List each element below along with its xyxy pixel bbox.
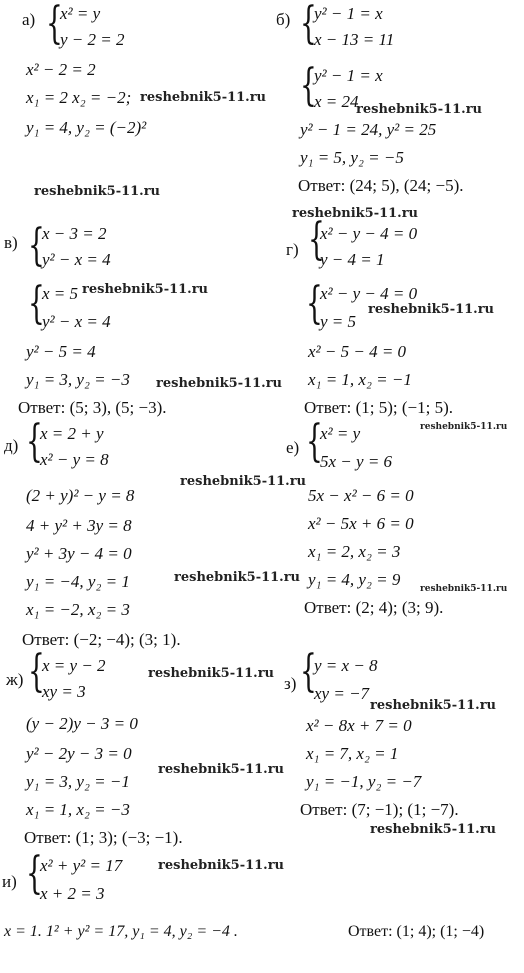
- watermark: reshebnik5-11.ru: [174, 570, 301, 585]
- system-brace: {: [300, 60, 317, 111]
- answer: Ответ: (1; 5); (−1; 5).: [304, 398, 453, 417]
- watermark: reshebnik5-11.ru: [180, 474, 307, 489]
- system-brace: {: [306, 416, 323, 467]
- system-eq-1: x² − y − 4 = 0: [320, 284, 418, 303]
- solution-line: y₁ = 3, y₂ = −1: [26, 772, 130, 791]
- system-brace: {: [28, 278, 45, 329]
- watermark: reshebnik5-11.ru: [356, 102, 483, 117]
- answer: Ответ: (7; −1); (1; −7).: [300, 800, 459, 819]
- solution-line: y² − 2y − 3 = 0: [26, 744, 132, 763]
- system-eq-2: 5x − y = 6: [320, 452, 393, 471]
- watermark: reshebnik5-11.ru: [158, 858, 285, 873]
- answer: Ответ: (1; 3); (−3; −1).: [24, 828, 183, 847]
- system-brace: {: [46, 0, 63, 49]
- solution-line: x₁ = 7, x₂ = 1: [306, 744, 399, 763]
- watermark: reshebnik5-11.ru: [370, 698, 497, 713]
- system-brace: {: [28, 646, 45, 697]
- solution-line: y₁ = −1, y₂ = −7: [306, 772, 422, 791]
- solution-line: 5x − x² − 6 = 0: [308, 486, 414, 505]
- problem-a-label: а): [22, 10, 36, 29]
- solution-line: x = 1. 1² + y² = 17, y₁ = 4, y₂ = −4 .: [4, 923, 238, 940]
- system-eq-2: x² − y = 8: [40, 450, 109, 469]
- solution-line: (y − 2)y − 3 = 0: [26, 714, 138, 733]
- solution-line: (2 + y)² − y = 8: [26, 486, 135, 505]
- watermark: reshebnik5-11.ru: [148, 666, 275, 681]
- watermark: reshebnik5-11.ru: [420, 584, 508, 594]
- solution-line: y₁ = −4, y₂ = 1: [26, 572, 130, 591]
- problem-g-label: г): [286, 240, 299, 259]
- system-brace: {: [28, 220, 45, 271]
- solution-line: x² − 5x + 6 = 0: [308, 514, 414, 533]
- solution-line: x₁ = 1, x₂ = −3: [26, 800, 130, 819]
- system-eq-2: xy = −7: [314, 684, 370, 703]
- system-eq-2: y − 2 = 2: [60, 30, 125, 49]
- system-brace: {: [26, 848, 43, 899]
- system-eq-1: x − 3 = 2: [42, 224, 107, 243]
- system-eq-1: y² − 1 = x: [314, 4, 383, 23]
- watermark: reshebnik5-11.ru: [420, 422, 508, 432]
- answer: Ответ: (24; 5), (24; −5).: [298, 176, 464, 195]
- solution-line: x₁ = −2, x₂ = 3: [26, 600, 130, 619]
- problem-b-label: б): [276, 10, 291, 29]
- system-eq-2: y − 4 = 1: [320, 250, 385, 269]
- solution-line: x² − 2 = 2: [26, 60, 96, 79]
- system-eq-1: x² − y − 4 = 0: [320, 224, 418, 243]
- solution-line: x² − 5 − 4 = 0: [308, 342, 407, 361]
- watermark: reshebnik5-11.ru: [158, 762, 285, 777]
- solution-line: x₁ = 2, x₂ = 3: [308, 542, 401, 561]
- answer: Ответ: (1; 4); (1; −4): [348, 923, 485, 940]
- solution-line: y² + 3y − 4 = 0: [26, 544, 132, 563]
- system-brace: {: [300, 646, 317, 697]
- system-brace: {: [306, 278, 323, 329]
- answer: Ответ: (−2; −4); (3; 1).: [22, 630, 181, 649]
- answer: Ответ: (5; 3), (5; −3).: [18, 398, 167, 417]
- solution-line: y₁ = 4, y₂ = 9: [308, 570, 401, 589]
- system-eq-2: x = 24: [314, 92, 359, 111]
- system-eq-1: x = y − 2: [42, 656, 106, 675]
- watermark: reshebnik5-11.ru: [140, 90, 267, 105]
- watermark: reshebnik5-11.ru: [82, 282, 209, 297]
- system-eq-1: x = 5: [42, 284, 79, 303]
- answer: Ответ: (2; 4); (3; 9).: [304, 598, 444, 617]
- problem-e-label: е): [286, 438, 300, 457]
- problem-zh-label: ж): [6, 670, 24, 689]
- solution-line: x² − 8x + 7 = 0: [306, 716, 412, 735]
- problem-i-label: и): [2, 872, 17, 891]
- problem-z-label: з): [284, 674, 297, 693]
- watermark: reshebnik5-11.ru: [156, 376, 283, 391]
- solution-line: y₁ = 5, y₂ = −5: [300, 148, 404, 167]
- watermark: reshebnik5-11.ru: [368, 302, 495, 317]
- system-eq-2: xy = 3: [42, 682, 86, 701]
- watermark: reshebnik5-11.ru: [370, 822, 497, 837]
- solution-line: x₁ = 2 x₂ = −2;: [26, 88, 132, 107]
- system-eq-1: x² = y: [60, 4, 101, 23]
- system-brace: {: [300, 0, 317, 49]
- system-brace: {: [308, 214, 325, 265]
- system-eq-2: x + 2 = 3: [40, 884, 105, 903]
- solution-line: y² − 1 = 24, y² = 25: [300, 120, 437, 139]
- system-eq-1: y = x − 8: [314, 656, 378, 675]
- solution-line: y₁ = 3, y₂ = −3: [26, 370, 130, 389]
- system-eq-2: x − 13 = 11: [314, 30, 395, 49]
- watermark: reshebnik5-11.ru: [292, 206, 419, 221]
- solution-line: x₁ = 1, x₂ = −1: [308, 370, 412, 389]
- system-eq-1: x = 2 + y: [40, 424, 104, 443]
- system-eq-1: x² + y² = 17: [40, 856, 123, 875]
- system-eq-1: x² = y: [320, 424, 361, 443]
- solution-line: y₁ = 4, y₂ = (−2)²: [26, 118, 147, 137]
- system-eq-1: y² − 1 = x: [314, 66, 383, 85]
- system-eq-2: y² − x = 4: [42, 312, 111, 331]
- solution-line: y² − 5 = 4: [26, 342, 96, 361]
- system-eq-2: y = 5: [320, 312, 357, 331]
- system-brace: {: [26, 416, 43, 467]
- watermark: reshebnik5-11.ru: [34, 184, 161, 199]
- problem-v-label: в): [4, 233, 18, 252]
- problem-d-label: д): [4, 436, 19, 455]
- solution-line: 4 + y² + 3y = 8: [26, 516, 132, 535]
- system-eq-2: y² − x = 4: [42, 250, 111, 269]
